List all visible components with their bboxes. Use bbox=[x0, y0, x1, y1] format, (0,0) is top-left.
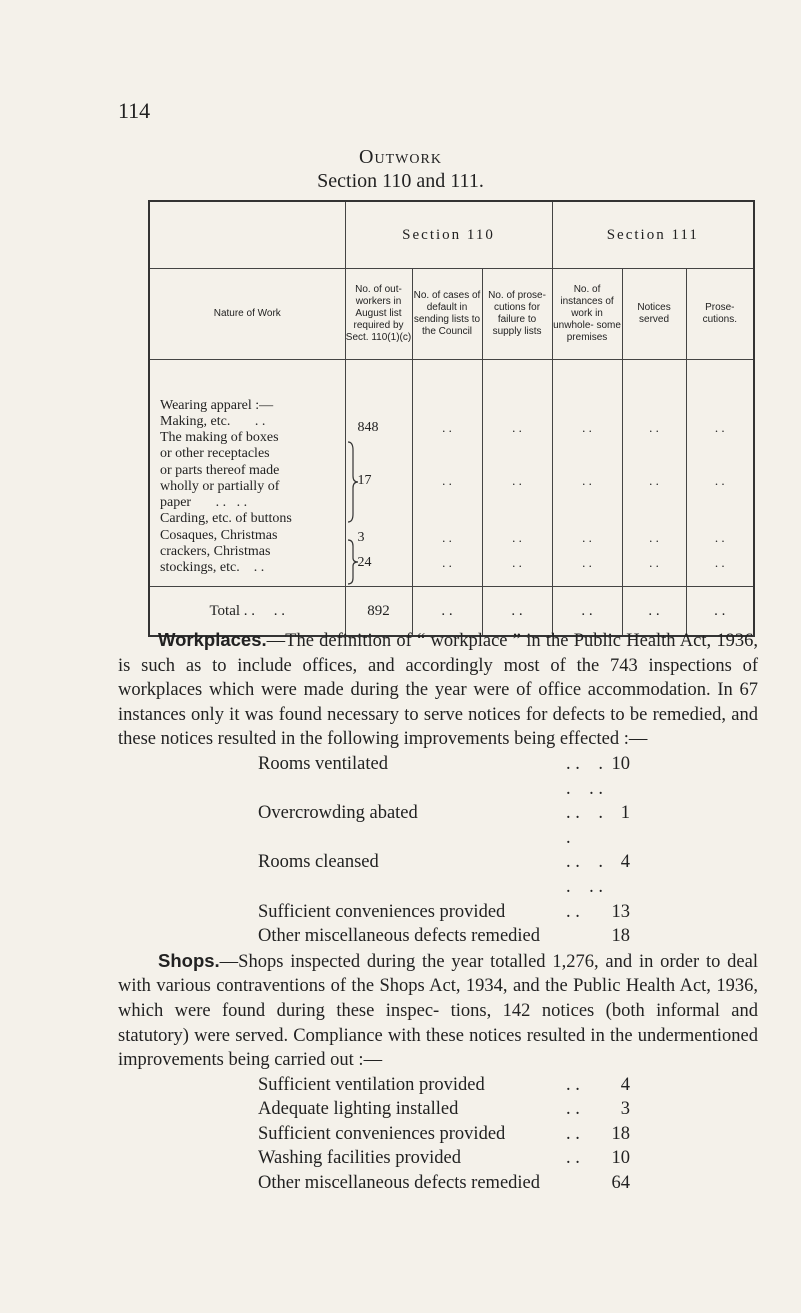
header-nature: Nature of Work bbox=[149, 269, 345, 360]
work-line: or parts thereof made bbox=[160, 462, 280, 478]
shops-heading: Shops. bbox=[158, 949, 220, 971]
item-label: Sufficient conveniences provided bbox=[258, 901, 506, 922]
item-value: 4 bbox=[620, 1074, 630, 1095]
header-instances: No. of instances of work in unwhole- some premises bbox=[552, 269, 622, 360]
count-boxes: 17 bbox=[357, 473, 372, 488]
work-line: crackers, Christmas bbox=[160, 543, 271, 559]
dots: . . bbox=[714, 473, 725, 488]
page-subtitle: Section 110 and 111. bbox=[317, 170, 484, 192]
item-label: Overcrowding abated bbox=[258, 803, 418, 824]
item-dots: . . . . bbox=[566, 803, 603, 848]
page-number: 114 bbox=[118, 98, 151, 123]
item-label: Rooms cleansed bbox=[258, 852, 379, 873]
dots: . . bbox=[582, 420, 592, 435]
total-dots: . . bbox=[412, 587, 482, 637]
item-dots bbox=[566, 1171, 606, 1196]
header-prosecutions-111: Prose- cutions. bbox=[686, 269, 754, 360]
item-dots: . . bbox=[566, 1099, 580, 1120]
list-item bbox=[258, 1122, 630, 1147]
item-dots: . . bbox=[566, 1123, 580, 1144]
list-item bbox=[258, 1146, 630, 1171]
dots: . . bbox=[714, 530, 725, 545]
item-value: 18 bbox=[611, 926, 630, 947]
count-making: 848 bbox=[357, 420, 379, 435]
item-label: Sufficient ventilation provided bbox=[258, 1074, 485, 1095]
outwork-table bbox=[148, 200, 755, 637]
dots: . . bbox=[582, 473, 592, 488]
section-110-header: Section 110 bbox=[345, 201, 552, 269]
dots: . . bbox=[442, 473, 452, 488]
item-value: 18 bbox=[611, 1123, 630, 1144]
item-value: 1 bbox=[620, 803, 630, 824]
item-value: 4 bbox=[620, 852, 630, 873]
header-outworkers: No. of out- workers in August list required by Sect. 110(1)(c) bbox=[345, 269, 412, 360]
dots: . . bbox=[442, 530, 452, 545]
dots: . . bbox=[512, 420, 522, 435]
section-111-header: Section 111 bbox=[552, 201, 754, 269]
work-line: Carding, etc. of buttons bbox=[160, 511, 292, 527]
dots: . . bbox=[649, 555, 659, 570]
workplaces-improvements bbox=[118, 752, 758, 949]
dots: . . bbox=[512, 473, 522, 488]
item-label: Other miscellaneous defects remedied bbox=[258, 926, 541, 947]
dots: . . bbox=[512, 555, 522, 570]
shops-text: —Shops inspected during the year totalled 1,276, and in order to deal with various contraventions of the Shops Act, 1934, and the Public Health Act, 1936, which were found during these inspec- tions, 142 notices (both informal and statutory) were served. Compliance with these notices resulted in the undermentioned improvements being carried out :— bbox=[118, 951, 758, 1071]
dots: . . bbox=[649, 420, 659, 435]
dots: . . bbox=[582, 555, 592, 570]
prosecutions-110-cell bbox=[482, 360, 552, 587]
header-notices: Notices served bbox=[622, 269, 686, 360]
item-label: Washing facilities provided bbox=[258, 1148, 461, 1169]
total-dots: . . bbox=[686, 587, 754, 637]
item-dots: . . bbox=[566, 1074, 580, 1095]
total-value: 892 bbox=[345, 587, 412, 637]
item-value: 13 bbox=[611, 901, 630, 922]
item-label: Sufficient conveniences provided bbox=[258, 1123, 506, 1144]
item-dots: . . . . . . bbox=[566, 753, 603, 799]
list-item bbox=[258, 924, 630, 949]
work-line: stockings, etc. . . bbox=[160, 559, 265, 575]
work-line: wholly or partially of bbox=[160, 478, 280, 494]
notices-cell bbox=[622, 360, 686, 587]
work-line: The making of boxes bbox=[160, 430, 279, 446]
item-dots bbox=[566, 924, 606, 949]
work-list-cell bbox=[149, 360, 345, 587]
item-value: 3 bbox=[620, 1099, 630, 1120]
total-dots: . . bbox=[552, 587, 622, 637]
list-item bbox=[258, 801, 630, 850]
workplaces-paragraph bbox=[118, 628, 758, 752]
header-prosecutions-110: No. of prose- cutions for failure to supply lists bbox=[482, 269, 552, 360]
default-cell bbox=[412, 360, 482, 587]
item-value: 64 bbox=[611, 1173, 630, 1194]
work-line: Cosaques, Christmas bbox=[160, 527, 278, 543]
dots: . . bbox=[714, 420, 725, 435]
list-item bbox=[258, 1171, 630, 1196]
body-text bbox=[118, 628, 758, 1196]
list-item bbox=[258, 752, 630, 801]
table-corner bbox=[149, 201, 345, 269]
work-line: Wearing apparel :— bbox=[160, 397, 274, 413]
list-item bbox=[258, 900, 630, 925]
shops-paragraph bbox=[118, 949, 758, 1073]
dots: . . bbox=[512, 530, 522, 545]
item-dots: . . . . . . bbox=[566, 852, 603, 897]
total-label: Total . . . . bbox=[149, 587, 345, 637]
total-dots: . . bbox=[482, 587, 552, 637]
dots: . . bbox=[442, 555, 452, 570]
outworker-counts-cell bbox=[345, 360, 412, 587]
work-line: Making, etc. . . bbox=[160, 414, 266, 430]
dots: . . bbox=[582, 530, 592, 545]
total-dots: . . bbox=[622, 587, 686, 637]
item-value: 10 bbox=[611, 1148, 630, 1169]
list-item bbox=[258, 1097, 630, 1122]
dots: . . bbox=[714, 555, 725, 570]
instances-cell bbox=[552, 360, 622, 587]
prosecutions-111-cell bbox=[686, 360, 754, 587]
item-label: Other miscellaneous defects remedied bbox=[258, 1173, 541, 1194]
list-item bbox=[258, 1073, 630, 1098]
shops-improvements bbox=[118, 1073, 758, 1196]
header-default: No. of cases of default in sending lists to the Council bbox=[412, 269, 482, 360]
dots: . . bbox=[649, 530, 659, 545]
workplaces-heading: Workplaces. bbox=[158, 629, 267, 650]
work-line: paper . . . . bbox=[160, 495, 248, 511]
workplaces-text: —The definition of “ workplace ” in the Public Health Act, 1936, is such as to include offices, and accordingly most of the 743 inspections of workplaces which were made during the year were of office accommodation. In 67 instances only it was found necessary to serve notices for defects to be remedied, and these notices resulted in the following improvements being effected :— bbox=[118, 631, 758, 750]
work-line: or other receptacles bbox=[160, 446, 270, 462]
item-dots: . . bbox=[566, 901, 580, 922]
item-value: 10 bbox=[611, 753, 630, 774]
count-christmas: 24 bbox=[357, 555, 372, 570]
item-label: Rooms ventilated bbox=[258, 753, 388, 774]
list-item bbox=[258, 850, 630, 899]
dots: . . bbox=[649, 473, 659, 488]
count-carding: 3 bbox=[357, 530, 365, 545]
item-label: Adequate lighting installed bbox=[258, 1099, 459, 1120]
page-title: Outwork bbox=[359, 146, 442, 168]
dots: . . bbox=[442, 420, 452, 435]
item-dots: . . bbox=[566, 1148, 580, 1169]
